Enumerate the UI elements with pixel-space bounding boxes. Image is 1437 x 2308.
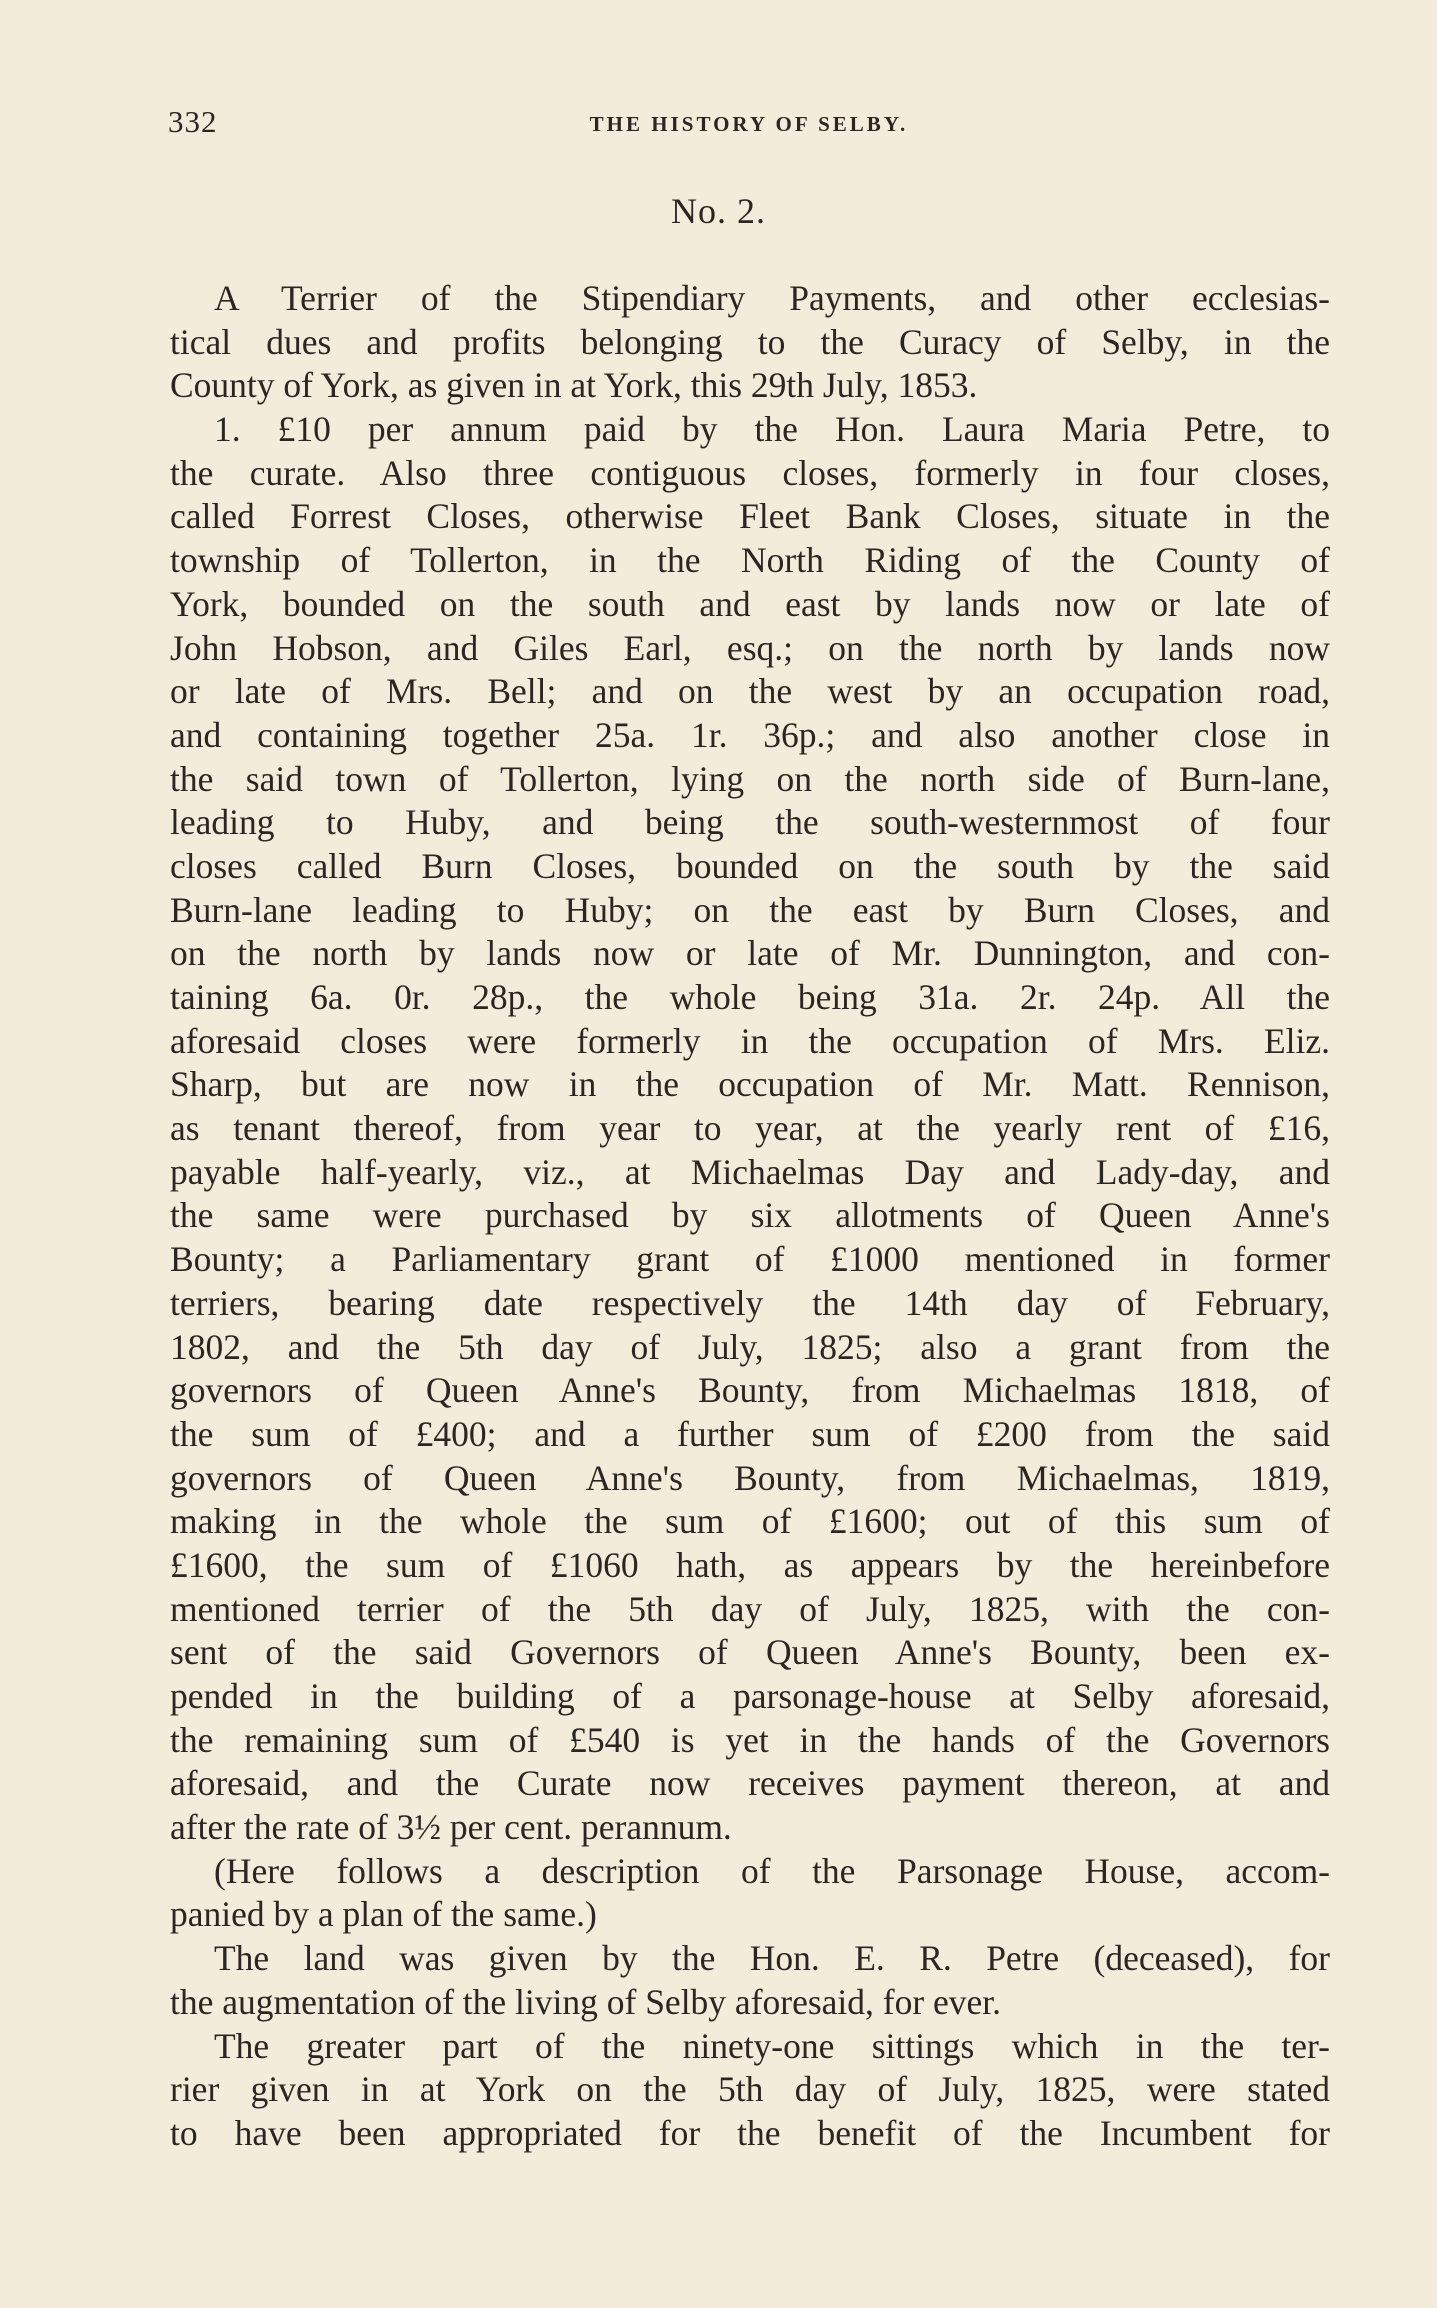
text-line: called Forrest Closes, otherwise Fleet Bank Closes, situate in the (170, 496, 1330, 537)
text-line: to have been appropriated for the benefit of the Incumbent for (170, 2112, 1330, 2153)
text-line: A Terrier of the Stipendiary Payments, and other ecclesias- (214, 278, 1330, 318)
text-line: terriers, bearing date respectively the 14th day of February, (170, 1282, 1330, 1323)
text-line: aforesaid, and the Curate now receives payment thereon, at and (170, 1763, 1330, 1804)
text-line: 1802, and the 5th day of July, 1825; also a grant from the (170, 1326, 1330, 1367)
text-line: leading to Huby, and being the south-westernmost of four (170, 802, 1330, 843)
text-line: mentioned terrier of the 5th day of July, 1825, with the con- (170, 1588, 1330, 1629)
text-line: The greater part of the ninety-one sittings which in the ter- (214, 2025, 1330, 2066)
text-line: the curate. Also three contiguous closes, formerly in four closes, (170, 452, 1330, 493)
text-line: the remaining sum of £540 is yet in the hands of the Governors (170, 1719, 1330, 1760)
text-line: as tenant thereof, from year to year, at the yearly rent of £16, (170, 1108, 1330, 1149)
page-number: 332 (168, 104, 218, 139)
text-line: rier given in at York on the 5th day of July, 1825, were stated (170, 2069, 1330, 2110)
text-line: and containing together 25a. 1r. 36p.; and also another close in (170, 714, 1330, 755)
text-line: pended in the building of a parsonage-house at Selby aforesaid, (170, 1676, 1330, 1716)
text-line: The land was given by the Hon. E. R. Petre (deceased), for (214, 1938, 1330, 1979)
text-line: aforesaid closes were formerly in the occupation of Mrs. Eliz. (170, 1020, 1330, 1061)
text-line: tical dues and profits belonging to the Curacy of Selby, in the (170, 321, 1330, 362)
text-line: governors of Queen Anne's Bounty, from Michaelmas, 1819, (170, 1457, 1330, 1498)
text-line: closes called Burn Closes, bounded on the south by the said (170, 845, 1330, 886)
text-line: taining 6a. 0r. 28p., the whole being 31a. 2r. 24p. All the (170, 977, 1330, 1017)
section-title: No. 2. (671, 191, 766, 231)
text-line: or late of Mrs. Bell; and on the west by an occupation road, (170, 671, 1330, 712)
text-line: payable half-yearly, viz., at Michaelmas Day and Lady-day, and (170, 1151, 1330, 1192)
text-line: Bounty; a Parliamentary grant of £1000 mentioned in former (170, 1239, 1330, 1280)
text-line: after the rate of 3½ per cent. perannum. (170, 1807, 732, 1848)
text-line: sent of the said Governors of Queen Anne's Bounty, been ex- (170, 1632, 1330, 1673)
text-line: township of Tollerton, in the North Riding of the County of (170, 540, 1330, 581)
text-line: the sum of £400; and a further sum of £200 from the said (170, 1413, 1330, 1454)
text-line: (Here follows a description of the Parsonage House, accom- (214, 1850, 1330, 1891)
text-line: the augmentation of the living of Selby aforesaid, for ever. (170, 1981, 1002, 2022)
text-line: the same were purchased by six allotments of Queen Anne's (170, 1195, 1330, 1236)
text-line: 1. £10 per annum paid by the Hon. Laura Maria Petre, to (214, 409, 1330, 450)
text-line: on the north by lands now or late of Mr. Dunnington, and con- (170, 933, 1330, 974)
text-line: Sharp, but are now in the occupation of Mr. Matt. Rennison, (170, 1064, 1330, 1105)
text-line: John Hobson, and Giles Earl, esq.; on the north by lands now (170, 627, 1330, 668)
text-line: Burn-lane leading to Huby; on the east by Burn Closes, and (170, 889, 1330, 930)
body-text (170, 277, 1330, 2156)
running-title: THE HISTORY OF SELBY. (589, 112, 909, 136)
text-line: governors of Queen Anne's Bounty, from Michaelmas 1818, of (170, 1370, 1330, 1411)
text-line: County of York, as given in at York, this 29th July, 1853. (170, 365, 978, 406)
text-line: the said town of Tollerton, lying on the north side of Burn-lane, (170, 758, 1330, 799)
page-header (168, 104, 1330, 144)
text-line: £1600, the sum of £1060 hath, as appears by the hereinbefore (170, 1544, 1330, 1585)
text-line: York, bounded on the south and east by lands now or late of (170, 583, 1330, 624)
text-line: making in the whole the sum of £1600; out of this sum of (170, 1501, 1330, 1542)
text-line: panied by a plan of the same.) (170, 1894, 597, 1935)
